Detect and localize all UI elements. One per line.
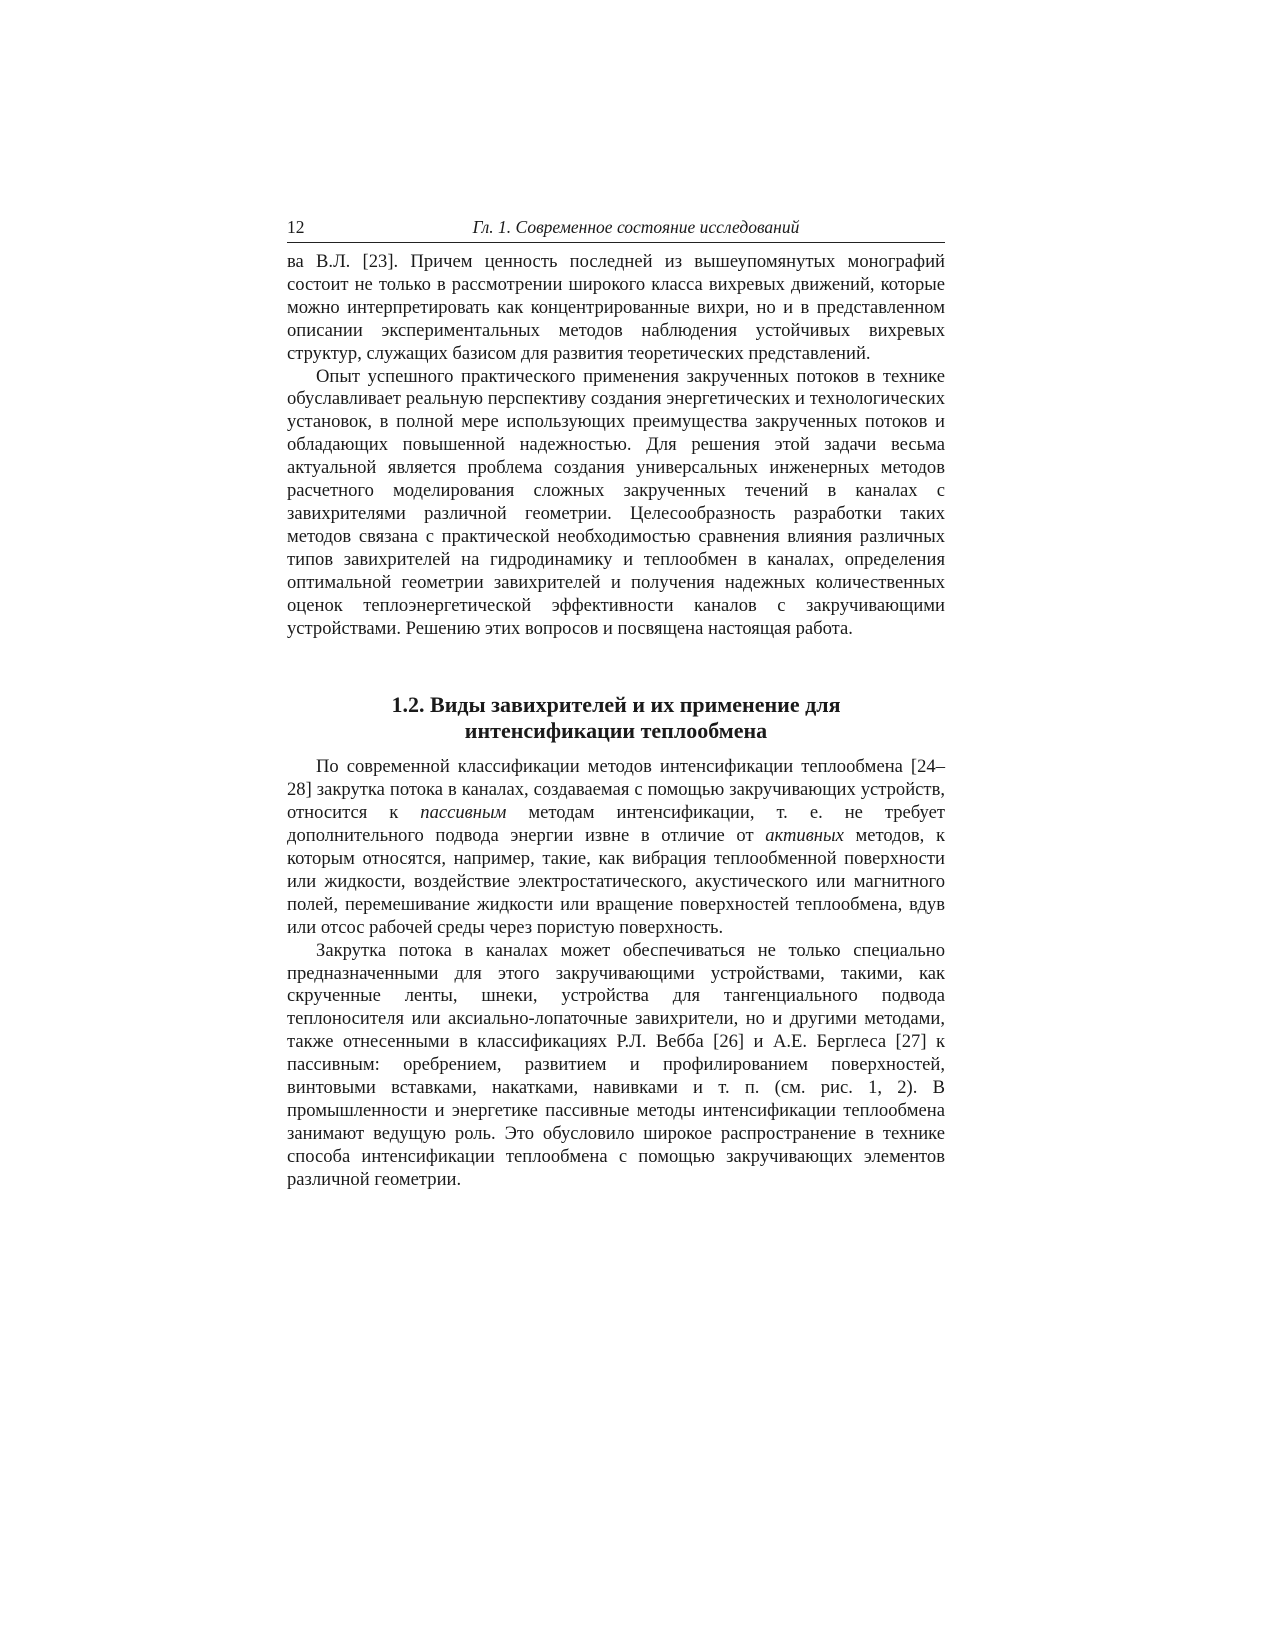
emphasis: активных	[765, 825, 844, 847]
text-run: методов, к которым относятся, например, такие, как вибрация теплообменной поверхности или жидкости, воздействие электростатического, акустического или магнитного полей, перемешивание жидкости или вращение поверхностей теплообмена, вдув или отсос рабочей среды через пористую поверхность.	[287, 825, 945, 938]
body-text	[287, 251, 945, 1192]
paragraph: Опыт успешного практического применения закрученных потоков в технике обуславливает реальную перспективу создания энергетических и технологических установок, в полной мере использующих преимущества закрученных потоков и обладающих повышенной надежностью. Для решения этой задачи весьма актуальной является проблема создания универсальных инженерных методов расчетного моделирования сложных закрученных течений в каналах с завихрителями различной геометрии. Целесообразность разработки таких методов связана с практической необходимостью сравнения влияния различных типов завихрителей на гидродинамику и теплообмен в каналах, определения оптимальной геометрии завихрителей и получения надежных количественных оценок теплоэнергетической эффективности каналов с закручивающими устройствами. Решению этих вопросов и посвящена настоящая работа.	[287, 365, 945, 639]
chapter-title: Гл. 1. Современное состояние исследований	[472, 217, 800, 237]
page-number: 12	[287, 217, 305, 237]
paragraph: Закрутка потока в каналах может обеспечиваться не только специально предназначенными для этого закручивающими устройствами, такими, как скрученные ленты, шнеки, устройства для тангенциального подвода теплоносителя или аксиально-лопаточные завихрители, но и другими методами, также отнесенными в классификациях Р.Л. Вебба [26] и А.Е. Берглеса [27] к пассивным: оребрением, развитием и профилированием поверхностей, винтовыми вставками, накатками, навивками и т. п. (см. рис. 1, 2). В промышленности и энергетике пассивные методы интенсификации теплообмена занимают ведущую роль. Это обусловило широкое распространение в технике способа интенсификации теплообмена с помощью закручивающих элементов различной геометрии.	[287, 939, 945, 1190]
section-title-line2: интенсификации теплообмена	[464, 718, 768, 744]
section-number: 1.2.	[391, 692, 425, 718]
emphasis: пассивным	[420, 802, 507, 824]
text-run: методам интенсификации, т. е. не требует дополнительного подвода энергии извне в отличие от	[287, 802, 945, 847]
running-head	[287, 214, 945, 243]
paragraph: ва В.Л. [23]. Причем ценность последней из вышеупомянутых монографий состоит не только в рассмотрении широкого класса вихревых движений, которые можно интерпретировать как концентрированные вихри, но и в представленном описании экспериментальных методов наблюдения устойчивых вихревых структур, служащих базисом для развития теоретических представлений.	[287, 251, 945, 364]
section-title-line1: Виды завихрителей и их применение для	[430, 692, 841, 718]
paragraph	[287, 756, 945, 939]
book-page	[287, 214, 945, 1192]
section-heading	[287, 692, 945, 744]
text-run: По современной классификации методов интенсификации теплообмена [24–28] закрутка потока в каналах, создаваемая с помощью закручивающих устройств, относится к	[287, 756, 945, 824]
